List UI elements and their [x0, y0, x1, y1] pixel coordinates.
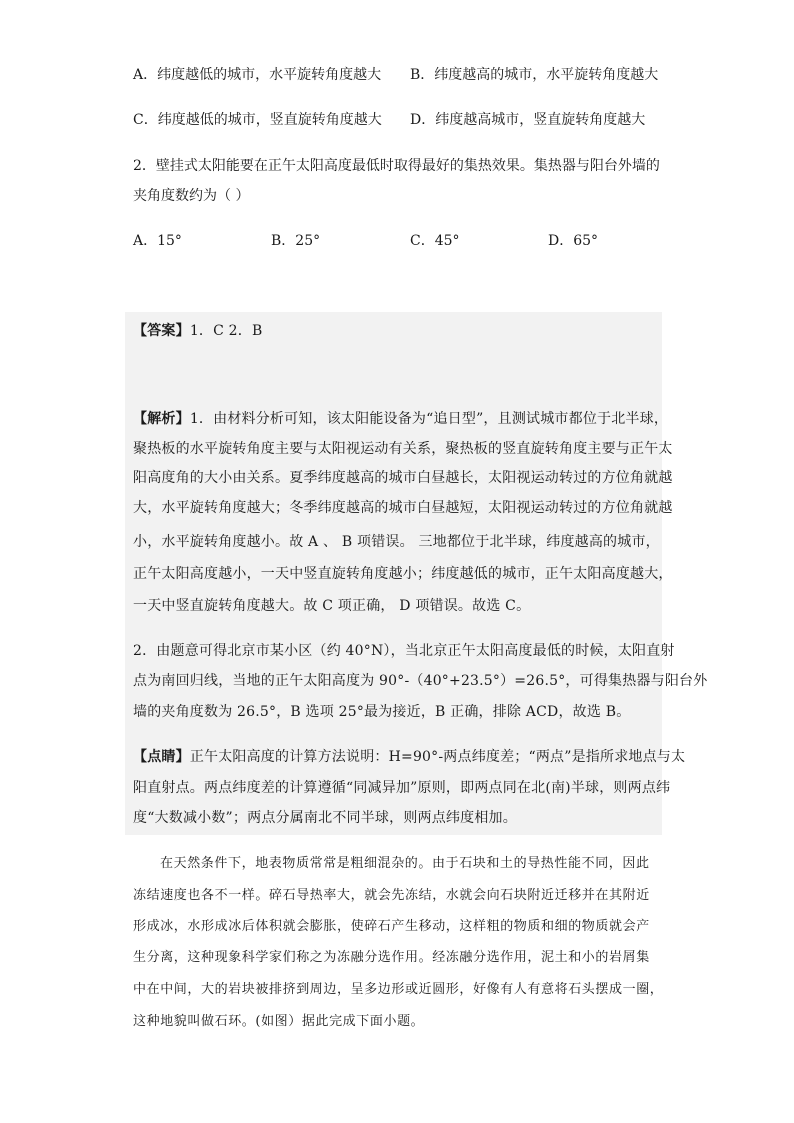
- analysis-line-7: 一天中竖直旋转角度越大。故 C 项正确， D 项错误。故选 C。: [133, 598, 531, 614]
- analysis-line-3: 阳高度角的大小由关系。夏季纬度越高的城市白昼越长，太阳视运动转过的方位角就越: [133, 470, 673, 486]
- tip-label: 【点睛】: [133, 749, 190, 765]
- passage-line-4: 生分离，这种现象科学家们称之为冻融分选作用。经冻融分选作用，泥土和小的岩屑集: [133, 950, 650, 965]
- passage-line-5: 中在中间，大的岩块被排挤到周边，呈多边形或近圆形，好像有人有意将石头摆成一圈，: [133, 982, 664, 997]
- q2-stem-line-1: 2．壁挂式太阳能要在正午太阳高度最低时取得最好的集热效果。集热器与阳台外墙的: [133, 158, 660, 174]
- tip-line-2: 阳直射点。两点纬度差的计算遵循“同减异加”原则，即两点同在北(南)半球，则两点纬: [133, 780, 671, 796]
- tip-line-3: 度“大数减小数”；两点分属南北不同半球，则两点纬度相加。: [133, 810, 517, 826]
- q2-option-d: D．65°: [548, 233, 599, 249]
- tip-line-1: [133, 746, 685, 768]
- answer-line: [133, 320, 262, 342]
- q1-option-c: C．纬度越低的城市，竖直旋转角度越大: [133, 112, 382, 128]
- answer-text: 1．C 2．B: [189, 323, 263, 339]
- q1-option-b: B．纬度越高的城市，水平旋转角度越大: [410, 67, 659, 83]
- analysis-text-1: 1．由材料分析可知，该太阳能设备为“追日型”，且测试城市都位于北半球，: [189, 411, 669, 427]
- analysis-line-6: 正午太阳高度越小，一天中竖直旋转角度越小；纬度越低的城市，正午太阳高度越大，: [133, 566, 673, 582]
- q2-option-b: B．25°: [271, 233, 321, 249]
- q2-stem-line-2: 夹角度数约为（ ）: [133, 188, 250, 204]
- analysis-line-1: [133, 408, 668, 430]
- answer-label: 【答案】: [133, 323, 190, 339]
- analysis-q2-line-1: 2．由题意可得北京市某小区（约 40°N），当北京正午太阳高度最低的时候，太阳直射: [133, 643, 675, 659]
- analysis-q2-line-2: 点为南回归线，当地的正午太阳高度为 90°-（40°+23.5°）=26.5°，可得集热器与阳台外: [133, 673, 708, 689]
- analysis-line-2: 聚热板的水平旋转角度主要与太阳视运动有关系，聚热板的竖直旋转角度主要与正午太: [133, 441, 673, 457]
- tip-text-1: 正午太阳高度的计算方法说明：H=90°-两点纬度差；“两点”是指所求地点与太: [189, 749, 686, 765]
- analysis-line-4: 大，水平旋转角度越大；冬季纬度越高的城市白昼越短，太阳视运动转过的方位角就越: [133, 500, 673, 516]
- analysis-label: 【解析】: [133, 411, 190, 427]
- q1-option-d: D．纬度越高城市，竖直旋转角度越大: [410, 112, 646, 128]
- analysis-line-5: 小，水平旋转角度越小。故 A 、 B 项错误。 三地都位于北半球，纬度越高的城市，: [133, 534, 660, 550]
- q2-option-c: C．45°: [410, 233, 460, 249]
- q1-option-a: A．纬度越低的城市，水平旋转角度越大: [133, 67, 382, 83]
- passage-line-6: 这种地貌叫做石环。(如图）据此完成下面小题。: [133, 1014, 425, 1029]
- passage-line-1: 在天然条件下，地表物质常常是粗细混杂的。由于石块和土的导热性能不同，因此: [160, 856, 650, 871]
- q2-option-a: A．15°: [133, 233, 182, 249]
- passage-line-2: 冻结速度也各不一样。碎石导热率大，就会先冻结，水就会向石块附近迁移并在其附近: [133, 888, 650, 903]
- analysis-q2-line-3: 墙的夹角度数为 26.5°，B 选项 25°最为接近，B 正确，排除 ACD，故选 B。: [133, 704, 631, 720]
- passage-line-3: 形成冰，水形成冰后体积就会膨胀，使碎石产生移动，这样粗的物质和细的物质就会产: [133, 919, 650, 934]
